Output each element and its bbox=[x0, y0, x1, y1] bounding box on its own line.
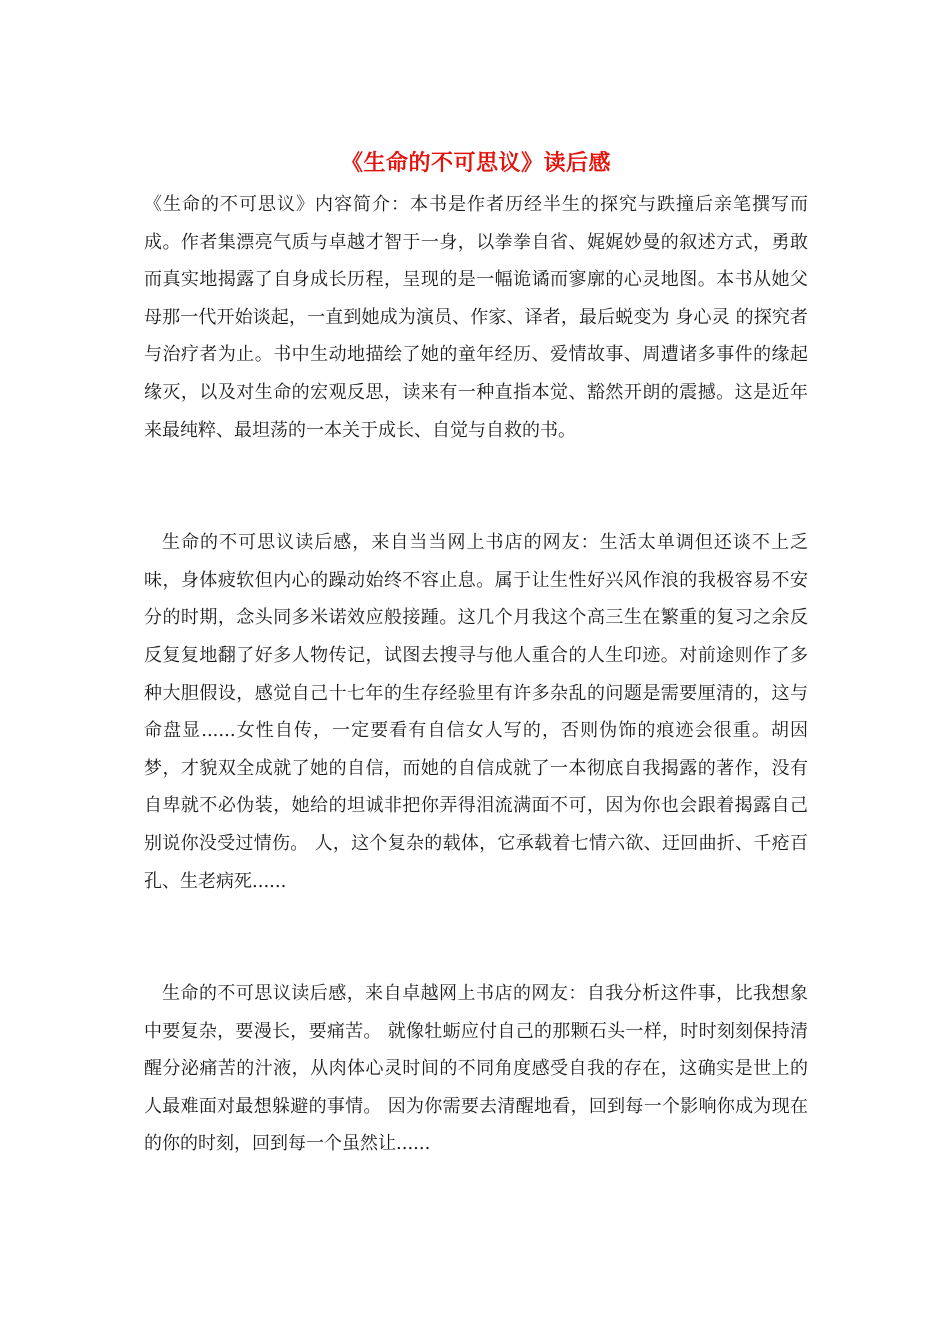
document-page bbox=[144, 148, 808, 1163]
review-paragraph-dangdang: 生命的不可思议读后感，来自当当网上书店的网友：生活太单调但还谈不上乏味，身体疲软但内心的躁动始终不容止息。属于让生性好兴风作浪的我极容易不安分的时期，念头同多米诺效应般接踵。这几个月我这个高三生在繁重的复习之余反反复复地翻了好多人物传记，试图去搜寻与他人重合的人生印迹。对前途则作了多种大胆假设，感觉自己十七年的生存经验里有许多杂乱的问题是需要厘清的，这与命盘显......女性自传，一定要看有自信女人写的，否则伪饰的痕迹会很重。胡因梦，才貌双全成就了她的自信，而她的自信成就了一本彻底自我揭露的著作，没有自卑就不必伪装，她给的坦诚非把你弄得泪流满面不可，因为你也会跟着揭露自己 别说你没受过情伤。 人，这个复杂的载体，它承载着七情六欲、迂回曲折、千疮百孔、生老病死...... bbox=[144, 532, 808, 892]
paragraph-spacer bbox=[144, 449, 808, 524]
paragraph-spacer bbox=[144, 900, 808, 975]
document-title: 《生命的不可思议》读后感 bbox=[340, 150, 611, 176]
review-paragraph-joyo: 生命的不可思议读后感，来自卓越网上书店的网友：自我分析这件事，比我想象中要复杂，要漫长，要痛苦。 就像牡蛎应付自己的那颗石头一样，时时刻刻保持清醒分泌痛苦的汁液，从肉体心灵时间的不同角度感受自我的存在，这确实是世上的人最难面对最想躲避的事情。 因为你需要去清醒地看，回到每一个影响你成为现在的你的时刻，回到每一个虽然让...... bbox=[144, 983, 808, 1155]
intro-paragraph: 《生命的不可思议》内容简介：本书是作者历经半生的探究与跌撞后亲笔撰写而成。作者集漂亮气质与卓越才智于一身，以拳拳自省、娓娓妙曼的叙述方式，勇敢而真实地揭露了自身成长历程，呈现的是一幅诡谲而寥廓的心灵地图。本书从她父母那一代开始谈起，一直到她成为演员、作家、译者，最后蜕变为 身心灵 的探究者与治疗者为止。书中生动地描绘了她的童年经历、爱情故事、周遭诸多事件的缘起缘灭，以及对生命的宏观反思，读来有一种直指本觉、豁然开朗的震撼。这是近年来最纯粹、最坦荡的一本关于成长、自觉与自救的书。 bbox=[144, 194, 808, 441]
